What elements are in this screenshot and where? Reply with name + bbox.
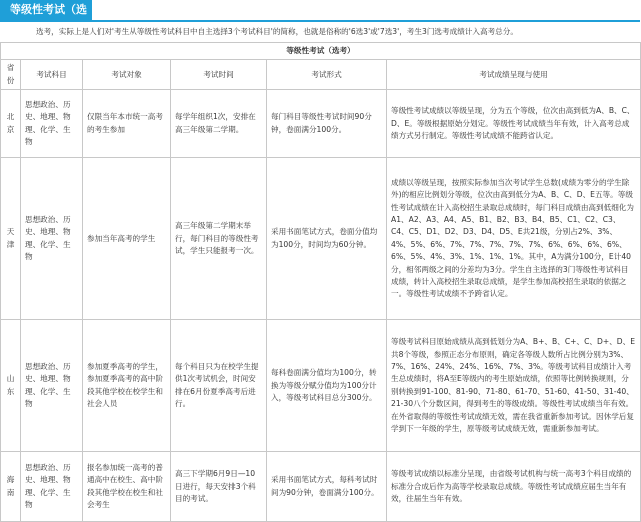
header-province: 省份 — [1, 60, 21, 90]
form-cell: 每门科目等级性考试时间90分钟，卷面满分100分。 — [267, 90, 387, 158]
time-cell: 高三年级第二学期末举行，每门科目的等级性考试，学生只能报考一次。 — [171, 158, 267, 320]
time-cell: 每个科目只为在校学生提供1次考试机会，时间安排在6月份夏季高考后进行。 — [171, 320, 267, 452]
subjects-cell: 思想政治、历史、地理、物理、化学、生物 — [21, 452, 83, 522]
table-row — [1, 90, 641, 158]
subjects-cell: 思想政治、历史、地理、物理、化学、生物 — [21, 320, 83, 452]
table-caption: 等级性考试（选考） — [1, 43, 641, 60]
subjects-cell: 思想政治、历史、地理、物理、化学、生物 — [21, 158, 83, 320]
form-cell: 采用书面笔试方式，每科考试时间为90分钟，卷面满分100分。 — [267, 452, 387, 522]
result-cell: 等级考试科目原始成绩从高到低划分为A、B+、B、C+、C、D+、D、E共8个等级，参照正态分布原则，确定各等级人数所占比例分别为3%、7%、16%、24%、24%、16%、7%、3%。等级考试科目成绩计入考生总成绩时，将A至E等级内的考生原始成绩，依照等比例转换规则，分别转换到91-100、81-90、71-80、61-70、51-60、41-50、31-40、21-30八个分数区间，得到考生的等级成绩。等级性考试成绩当年有效。在外省取得的等级性考试成绩无效，需在我省重新参加考试。因休学后复学到下一年级的学生，原等级考试成绩无效，需重新参加考试。 — [387, 320, 641, 452]
header-form: 考试形式 — [267, 60, 387, 90]
subjects-cell: 思想政治、历史、地理、物理、化学、生物 — [21, 90, 83, 158]
time-cell: 每学年组织1次，安排在高三年级第二学期。 — [171, 90, 267, 158]
result-cell: 成绩以等级呈现，按照实际参加当次考试学生总数(成绩为零分的学生除外)的相应比例划分等级，位次由高到低分为A、B、C、D、E五等。等级性考试成绩在计入高校招生录取总成绩时，每门科目成绩由高到低细化为A1、A2、A3、A4、A5、B1、B2、B3、B4、B5、C1、C2、C3、C4、C5、D1、D2、D3、D4、D5、E共21级，分别占2%、3%、4%、5%、6%、7%、7%、7%、7%、7%、6%、6%、6%、6%、6%、5%、4%、3%、1%、1%、1%。其中，A为满分100分，E计40分，相邻两级之间的分差均为3分。学生自主选择的3门等级性考试科目成绩，转计入高校招生录取总成绩，是学生参加高校招生录取的依据之一。等级性考试成绩不予跨省认定。 — [387, 158, 641, 320]
page-title: 等级性考试（选考） — [0, 0, 92, 20]
province-cell: 海 南 — [1, 452, 21, 522]
header-time: 考试时间 — [171, 60, 267, 90]
exam-table — [0, 42, 641, 522]
time-cell: 高三下学期6月9日—10日进行，每天安排3个科目的考试。 — [171, 452, 267, 522]
target-cell: 参加夏季高考的学生，参加夏季高考的高中阶段其他学校在校学生和社会人员 — [83, 320, 171, 452]
province-cell: 山 东 — [1, 320, 21, 452]
title-underline — [0, 20, 640, 22]
intro-text: 选考，实际上是人们对'考生从等级性考试科目中自主选择3个考试科目'的简称，也就是俗称的'6选3'或'7选3'，考生3门选考成绩计入高考总分。 — [36, 27, 518, 36]
header-subjects: 考试科目 — [21, 60, 83, 90]
result-cell: 等级考试成绩以标准分呈现，由省级考试机构与统一高考3个科目成绩的标准分合成后作为高等学校录取总成绩。等级性考试成绩应届生当年有效，往届生当年有效。 — [387, 452, 641, 522]
table-row — [1, 158, 641, 320]
table-row — [1, 452, 641, 522]
form-cell: 每科卷面满分值均为100分，转换为等级分赋分值均为100分计入，等级考试科目总分300分。 — [267, 320, 387, 452]
form-cell: 采用书面笔试方式，卷面分值均为100分，时间均为60分钟。 — [267, 158, 387, 320]
table-row — [1, 320, 641, 452]
target-cell: 参加当年高考的学生 — [83, 158, 171, 320]
header-target: 考试对象 — [83, 60, 171, 90]
target-cell: 报名参加统一高考的普通高中在校生、高中阶段其他学校在校生和社会考生 — [83, 452, 171, 522]
result-cell: 等级性考试成绩以等级呈现，分为五个等级，位次由高到低为A、B、C、D、E。等级根据原始分划定。等级性考试成绩当年有效，计入高考总成绩方式另行制定。等级性考试成绩不能跨省认定。 — [387, 90, 641, 158]
header-result: 考试成绩呈现与使用 — [387, 60, 641, 90]
province-cell: 北 京 — [1, 90, 21, 158]
target-cell: 仅限当年本市统一高考的考生参加 — [83, 90, 171, 158]
province-cell: 天 津 — [1, 158, 21, 320]
